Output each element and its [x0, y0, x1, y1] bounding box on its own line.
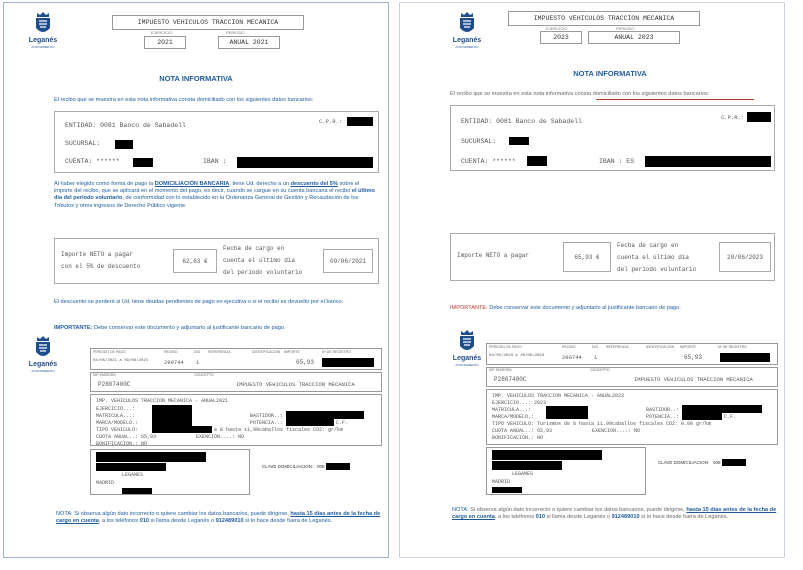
importe-box	[54, 238, 379, 284]
redaction	[492, 450, 602, 460]
bastidor-label: BASTIDOR..:	[250, 413, 284, 419]
leganes-logo-2	[26, 335, 60, 373]
exencion: EXENCION....: NO	[196, 434, 245, 440]
intro-text: El recibo que se muestra en esta nota informativa consta domiciliado con los siguientes datos bancarios:	[54, 97, 314, 103]
cf-label: C.F.	[724, 414, 737, 420]
h-importe: IMPORTE	[680, 345, 696, 349]
h-emisora: NIF EMISORA	[489, 368, 512, 372]
redaction	[682, 413, 722, 420]
notice-2021	[3, 2, 389, 558]
detail-line-6: CUOTA ANUAL..: 65,93	[96, 434, 157, 440]
detail-line-4: MARCA/MODELO.:	[492, 414, 535, 420]
coat-of-arms-icon	[456, 11, 478, 37]
clave-value: 008	[713, 460, 721, 465]
importante-text: IMPORTANTE: Debe conservar este documento y adjuntarlo al justificante bancario de pago.	[54, 325, 286, 331]
coat-of-arms-icon	[32, 335, 54, 361]
emisora: P2807400C	[494, 376, 527, 383]
h-registro: Nº DE REGISTRO	[322, 350, 351, 354]
logo-name: Leganés	[28, 37, 58, 44]
cf-label: C.F.	[336, 420, 349, 426]
fecha-label-1: Fecha de cargo en	[617, 242, 679, 249]
tipo-vehiculo-detail: e 8 hasta 11,99caballos fiscales CO2: gr/km	[214, 427, 344, 433]
redaction	[96, 452, 206, 462]
emisora: P2807400C	[98, 381, 131, 388]
recibo: 290744	[562, 354, 582, 361]
h-referencia: REFERENCIA	[606, 345, 629, 349]
nota-informativa-title: NOTA INFORMATIVA	[159, 74, 233, 83]
address-province: MADRID	[492, 479, 511, 485]
address-city: LEGANES	[512, 471, 534, 477]
dig: 1	[196, 359, 200, 366]
periodo-field: ANUAL 2023	[588, 31, 680, 44]
h-dig: DIG	[194, 350, 201, 354]
detail-line-5: TIPO VEHICULO:	[96, 427, 139, 433]
address-city: LEGANES	[122, 472, 144, 478]
logo-name: Leganés	[452, 37, 482, 44]
leganes-logo-2	[450, 329, 484, 367]
importe-label-2: con el 5% de descuento	[61, 263, 141, 270]
redaction	[122, 488, 152, 494]
fecha-value: 09/06/2021	[323, 249, 373, 273]
periodo-pago: 04/05/2021 a 09/06/2021	[93, 359, 149, 363]
fecha-label-3: del periodo voluntario	[223, 269, 303, 276]
detail-line-4: MARCA/MODELO.:	[96, 420, 139, 426]
h-concepto: CONCEPTO	[590, 368, 610, 372]
h-dig: DIG	[592, 345, 599, 349]
redaction	[509, 137, 529, 145]
importe: 65,93	[684, 354, 703, 361]
redaction	[492, 487, 522, 493]
detail-line-3: MATRICULA...:	[96, 413, 136, 419]
importante-text: IMPORTANTE: Debe conservar este documento y adjuntarlo al justificante bancario de pago.	[450, 305, 681, 311]
nota-informativa-title: NOTA INFORMATIVA	[573, 69, 647, 78]
h-identificacion: IDENTIFICACION	[646, 345, 675, 349]
detail-line-2: EJERCICIO...:	[96, 406, 136, 412]
potencia-label: POTENCIA..:	[646, 414, 680, 420]
bank-data-box	[450, 105, 775, 171]
coat-of-arms-icon	[32, 11, 54, 37]
detail-line-3: MATRICULA...:	[492, 407, 532, 413]
iban: IBAN : ES	[599, 158, 635, 165]
sucursal: SUCURSAL:	[461, 138, 497, 145]
recibo: 290744	[164, 359, 184, 366]
detail-line-1: IMP. VEHICULOS TRACCION MECANICA - ANUAL2023	[492, 393, 625, 399]
intro-underline	[596, 99, 754, 100]
logo-name: Leganés	[452, 355, 482, 362]
h-periodo: PERIODO DE PAGO	[93, 350, 126, 354]
redaction	[326, 463, 350, 470]
iban: IBAN :	[203, 158, 227, 165]
discount-paragraph: Al haber elegido como forma de pago la DOMICILIACIÓN BANCARIA, tiene Ud. derecho a un descuento del 5% sobre el importe del recibo, que se aplicará en el momento del pago, es decir, cuando se cargue en su cuenta bancaria el recibo el último día del periodo voluntario, de conformidad con lo establecido en la Ordenanza General de Gestión y Recaudación de los Tributos y otros ingresos de Derecho Público vigente.	[54, 181, 375, 209]
h-identificacion: IDENTIFICACION	[252, 350, 281, 354]
periodo-pago: 04/05/2023 a 20/06/2023	[489, 354, 545, 358]
redaction	[286, 411, 364, 419]
h-importe: IMPORTE	[284, 350, 300, 354]
h-concepto: CONCEPTO	[194, 373, 214, 377]
entidad: ENTIDAD: 0081 Banco de Sabadell	[65, 122, 186, 129]
nota-text: NOTA: Si observa algún dato incorrecto o quiere cambiar los datos bancarios, puede dirigirse, hasta 15 días antes de la fecha de cargo en cuenta, a los teléfonos 010 si llama desde Leganés o 912489010 si lo hace desde fuera de Leganés.	[56, 511, 381, 525]
h-recibo: RECIBO	[164, 350, 178, 354]
fecha-value: 20/06/2023	[719, 242, 771, 272]
redaction	[152, 405, 192, 427]
bank-data-box	[54, 111, 379, 173]
logo-sub: AYUNTAMIENTO	[455, 45, 479, 49]
potencia-label: POTENCIA..:	[250, 420, 284, 426]
importe: 65,93	[296, 359, 315, 366]
redaction	[115, 140, 133, 149]
concepto: IMPUESTO VEHICULOS TRACCION MECANICA	[236, 381, 355, 388]
cpr-label: C.P.R.:	[721, 114, 745, 121]
redaction	[322, 358, 374, 367]
redaction	[682, 405, 762, 413]
ejercicio-label: EJERCICIO	[546, 26, 568, 31]
detail-line-7: BONIFICACION.: NO	[492, 435, 544, 441]
importe-label-1: Importe NETO a pagar	[61, 251, 134, 258]
redaction	[347, 117, 373, 126]
redaction	[722, 459, 746, 466]
h-recibo: RECIBO	[562, 345, 576, 349]
address-province: MADRID	[96, 480, 115, 486]
clave-label: CLAVE DOMICILIACION:	[658, 460, 710, 465]
entidad: ENTIDAD: 0081 Banco de Sabadell	[461, 118, 582, 125]
ejercicio-label: EJERCICIO	[151, 30, 173, 35]
importe-box	[450, 233, 775, 281]
notice-2023	[399, 2, 785, 558]
logo-name: Leganés	[28, 361, 58, 368]
bastidor-label: BASTIDOR..:	[646, 407, 680, 413]
detail-line-7: BONIFICACION.: NO	[96, 441, 148, 447]
leganes-logo	[26, 11, 60, 49]
nota-text: NOTA: Si observa algún dato incorrecto o quiere cambiar los datos bancarios, puede dirigirse, hasta 15 días antes de la fecha de cargo en cuenta, a los teléfonos 010 si llama desde Leganés o 912489010 si lo hace desde fuera de Leganés.	[452, 507, 777, 521]
exencion: EXENCION....: NO	[592, 428, 641, 434]
periodo-label: PERIODO	[226, 30, 245, 35]
fecha-label-2: cuenta el último día	[223, 257, 296, 264]
detail-line-5: TIPO VEHICULO: Turismos de 8 hasta 11.99caballos fiscales CO2: 0.00 gr/km	[492, 421, 712, 427]
logo-sub: AYUNTAMIENTO	[31, 45, 55, 49]
dig: 1	[594, 354, 598, 361]
periodo-field: ANUAL 2021	[218, 36, 280, 49]
redaction	[720, 353, 770, 362]
ejercicio-field: 2023	[540, 31, 582, 44]
coat-of-arms-icon	[456, 329, 478, 355]
logo-sub: AYUNTAMIENTO	[455, 363, 479, 367]
importe-value: 65,93 €	[563, 242, 611, 272]
intro-text: El recibo que se muestra en esta nota informativa consta domiciliado con los siguientes datos bancarios:	[450, 91, 710, 97]
ejercicio-field: 2021	[144, 36, 186, 49]
redaction	[492, 461, 562, 470]
redaction	[527, 156, 547, 166]
redaction	[133, 158, 153, 167]
detail-line-6: CUOTA ANUAL..: 65,93	[492, 428, 553, 434]
descuento-perdido-text: El descuento se perderá si Ud. tiene deudas pendientes de pago en ejecutiva o si el recibo es devuelto por el banco.	[54, 299, 344, 305]
clave-label: CLAVE DOMICILIACION:	[262, 464, 314, 469]
redaction	[747, 112, 771, 122]
h-emisora: NIF EMISORA	[93, 373, 116, 377]
redaction	[96, 463, 166, 471]
clave-value: 008	[317, 464, 325, 469]
detail-line-2: EJERCICIO...: 2023	[492, 400, 547, 406]
importe-label-1: Importe NETO a pagar	[457, 252, 530, 259]
h-registro: Nº DE REGISTRO	[718, 345, 747, 349]
header-title: IMPUESTO VEHICULOS TRACCION MECANICA	[112, 15, 304, 30]
h-periodo: PERIODO DE PAGO	[489, 345, 522, 349]
redaction	[152, 426, 212, 433]
leganes-logo	[450, 11, 484, 49]
fecha-label-3: del periodo voluntario	[617, 266, 697, 273]
logo-sub: AYUNTAMIENTO	[31, 369, 55, 373]
concepto: IMPUESTO VEHICULOS TRACCION MECANICA	[634, 376, 753, 383]
header-title: IMPUESTO VEHICULOS TRACCION MECANICA	[508, 11, 700, 26]
sucursal: SUCURSAL:	[65, 140, 101, 147]
cpr-label: C.P.R.:	[319, 118, 343, 125]
cuenta: CUENTA: ******	[65, 158, 120, 165]
redaction	[546, 406, 588, 419]
fecha-label-2: cuenta el último día	[617, 254, 690, 261]
importe-value: 62,63 €	[173, 249, 217, 273]
redaction	[645, 156, 771, 167]
detail-line-1: IMP. VEHICULOS TRACCION MECANICA - ANUAL2021	[96, 398, 229, 404]
cuenta: CUENTA: ******	[461, 158, 516, 165]
redaction	[237, 157, 373, 168]
fecha-label-1: Fecha de cargo en	[223, 245, 285, 252]
h-referencia: REFERENCIA	[208, 350, 231, 354]
periodo-label: PERIODO	[616, 26, 635, 31]
redaction	[286, 419, 334, 426]
